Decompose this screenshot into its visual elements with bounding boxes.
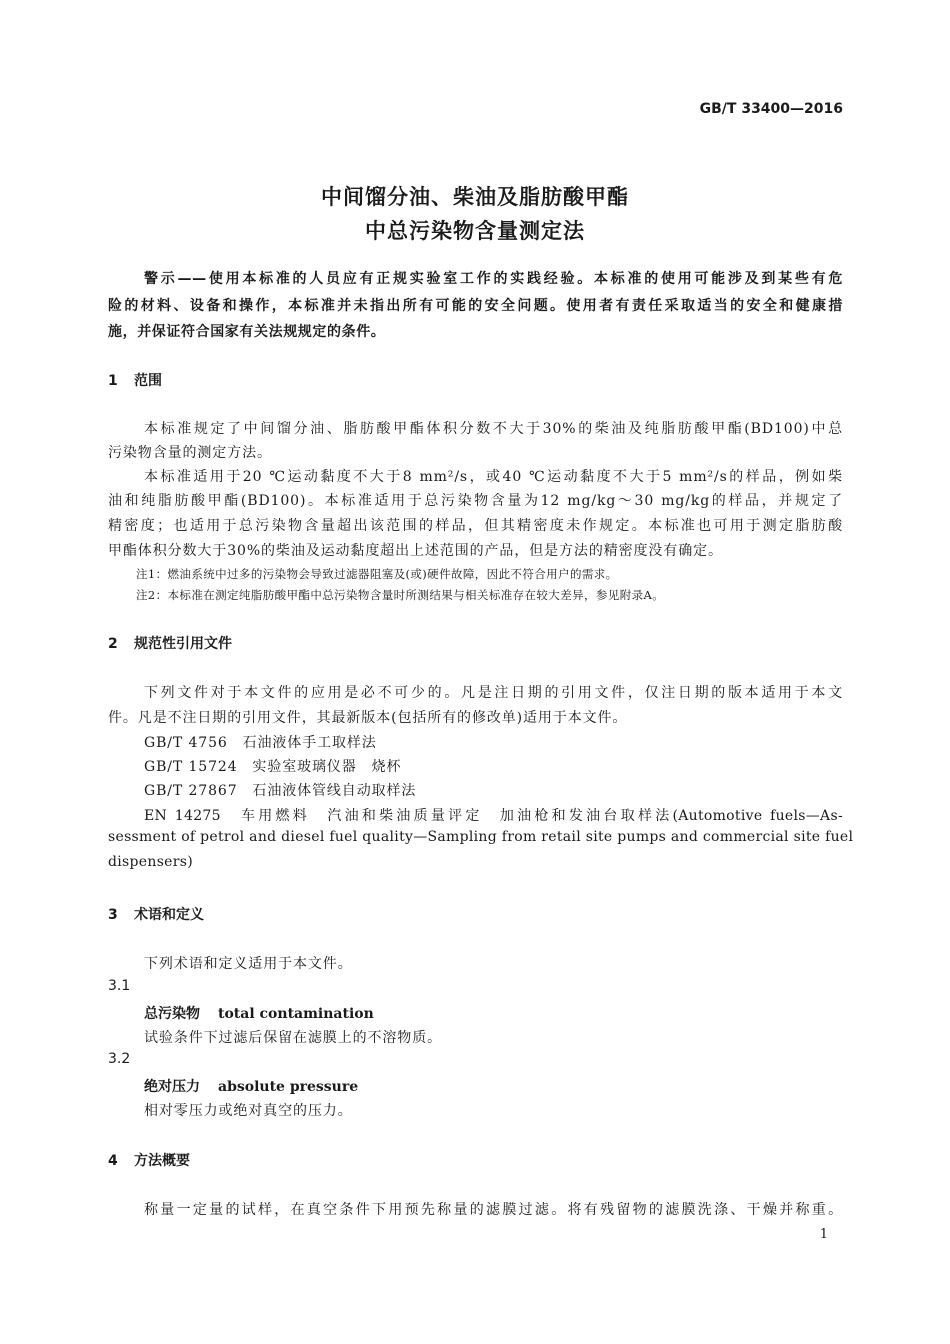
scope-paragraph1-line1: 本标准规定了中间馏分油、脂肪酸甲酯体积分数不大于30%的柴油及纯脂肪酸甲酯(BD100)中总 (144, 421, 843, 437)
term-3-2-definition: 相对零压力或绝对真空的压力。 (144, 1103, 353, 1119)
references-paragraph-line1: 下列文件对于本文件的应用是必不可少的。凡是注日期的引用文件，仅注日期的版本适用于本文 (144, 685, 843, 701)
scope-paragraph2-line3: 精密度；也适用于总污染物含量超出该范围的样品，但其精密度未作规定。本标准也可用于测定脂肪酸 (108, 518, 843, 534)
section-title: 术语和定义 (134, 907, 204, 923)
scope-note1: 注1：燃油系统中过多的污染物会导致过滤器阻塞及(或)硬件故障，因此不符合用户的需求。 (136, 567, 618, 581)
method-summary-paragraph: 称量一定量的试样，在真空条件下用预先称量的滤膜过滤。将有残留物的滤膜洗涤、干燥并称重。 (144, 1202, 843, 1218)
warning-line1: 警示——使用本标准的人员应有正规实验室工作的实践经验。本标准的使用可能涉及到某些有危 (144, 271, 843, 287)
section-heading-normative-references (108, 633, 232, 653)
term-3-1-heading (144, 1003, 374, 1023)
term-3-2-english: absolute pressure (218, 1079, 359, 1095)
term-3-1-chinese: 总污染物 (144, 1006, 200, 1022)
section-number: 3 (108, 907, 118, 923)
term-3-1-english: total contamination (218, 1006, 374, 1022)
section-number: 4 (108, 1153, 118, 1169)
term-number-3-1: 3.1 (108, 978, 131, 994)
references-paragraph-line2: 件。凡是不注日期的引用文件，其最新版本(包括所有的修改单)适用于本文件。 (108, 710, 628, 726)
section-number: 2 (108, 636, 118, 652)
reference-en-14275-line1: EN 14275 车用燃料 汽油和柴油质量评定 加油枪和发油台取样法(Automotive fuels—As- (144, 808, 843, 824)
scope-paragraph2-line1: 本标准适用于20 ℃运动黏度不大于8 mm²/s，或40 ℃运动黏度不大于5 mm²/s的样品，例如柴 (144, 469, 843, 485)
section-title: 方法概要 (134, 1153, 190, 1169)
section-heading-scope (108, 370, 162, 390)
reference-en-14275-line2: sessment of petrol and diesel fuel quality—Sampling from retail site pumps and commercial site fuel (108, 829, 854, 845)
section-heading-terms (108, 904, 204, 924)
page-number: 1 (819, 1227, 828, 1242)
section-number: 1 (108, 373, 118, 389)
scope-paragraph2-line2: 油和纯脂肪酸甲酯(BD100)。本标准适用于总污染物含量为12 mg/kg～30 mg/kg的样品，并规定了 (108, 493, 843, 509)
section-title: 范围 (134, 373, 162, 389)
reference-gbt-15724: GB/T 15724 实验室玻璃仪器 烧杯 (144, 759, 402, 775)
section-heading-method-summary (108, 1150, 190, 1170)
section-title: 规范性引用文件 (134, 636, 232, 652)
document-title-line2: 中总污染物含量测定法 (365, 219, 585, 243)
reference-gbt-27867: GB/T 27867 石油液体管线自动取样法 (144, 783, 417, 799)
standard-number: GB/T 33400—2016 (699, 101, 843, 117)
term-3-2-chinese: 绝对压力 (144, 1079, 200, 1095)
term-3-1-definition: 试验条件下过滤后保留在滤膜上的不溶物质。 (144, 1030, 442, 1046)
scope-paragraph1-line2: 污染物含量的测定方法。 (108, 445, 272, 461)
term-3-2-heading (144, 1076, 358, 1096)
warning-line2: 险的材料、设备和操作，本标准并未指出所有可能的安全问题。使用者有责任采取适当的安全和健康措 (108, 298, 843, 314)
reference-en-14275-line3: dispensers) (108, 854, 193, 870)
scope-note2: 注2：本标准在测定纯脂肪酸甲酯中总污染物含量时所测结果与相关标准存在较大差异，参见附录A。 (136, 588, 665, 602)
document-title-line1: 中间馏分油、柴油及脂肪酸甲酯 (321, 185, 629, 209)
warning-line3: 施，并保证符合国家有关法规规定的条件。 (108, 324, 386, 340)
terms-intro: 下列术语和定义适用于本文件。 (144, 956, 353, 972)
scope-paragraph2-line4: 甲酯体积分数大于30%的柴油及运动黏度超出上述范围的产品，但是方法的精密度没有确定。 (108, 543, 723, 559)
reference-gbt-4756: GB/T 4756 石油液体手工取样法 (144, 735, 377, 751)
term-number-3-2: 3.2 (108, 1051, 131, 1067)
